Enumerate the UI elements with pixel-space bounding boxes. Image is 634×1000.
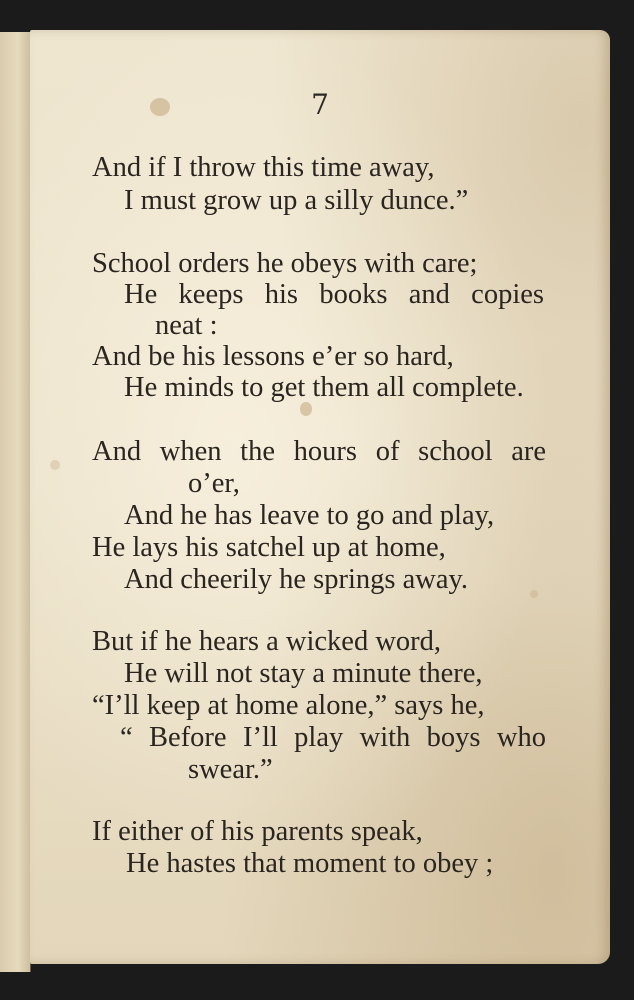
foxing-spot (300, 402, 312, 416)
poem-line: “I’ll keep at home alone,” says he, (92, 690, 485, 721)
poem-line: neat : (155, 310, 218, 341)
poem-line: He hastes that moment to obey ; (126, 848, 494, 879)
poem-line: o’er, (188, 468, 240, 499)
foxing-spot (50, 460, 60, 470)
poem-line: And if I throw this time away, (92, 152, 435, 183)
poem-line: And he has leave to go and play, (124, 500, 495, 531)
foxing-spot (530, 590, 538, 598)
previous-page-edge (0, 32, 31, 972)
poem-line: And when the hours of school are (92, 436, 546, 467)
poem-line: If either of his parents speak, (92, 816, 423, 847)
poem-line: He will not stay a minute there, (124, 658, 483, 689)
poem-line: And be his lessons e’er so hard, (92, 341, 454, 372)
poem-line: And cheerily he springs away. (124, 564, 469, 595)
book-page (30, 30, 610, 964)
poem-line: I must grow up a silly dunce.” (124, 185, 469, 216)
poem-line: “ Before I’ll play with boys who (120, 722, 546, 753)
poem-line: He keeps his books and copies (124, 279, 544, 310)
poem-line: swear.” (188, 754, 273, 785)
poem-line: But if he hears a wicked word, (92, 626, 442, 657)
poem-line: School orders he obeys with care; (92, 248, 478, 279)
poem-line: He lays his satchel up at home, (92, 532, 446, 563)
poem-line: He minds to get them all complete. (124, 372, 524, 403)
page-number: 7 (311, 88, 329, 121)
